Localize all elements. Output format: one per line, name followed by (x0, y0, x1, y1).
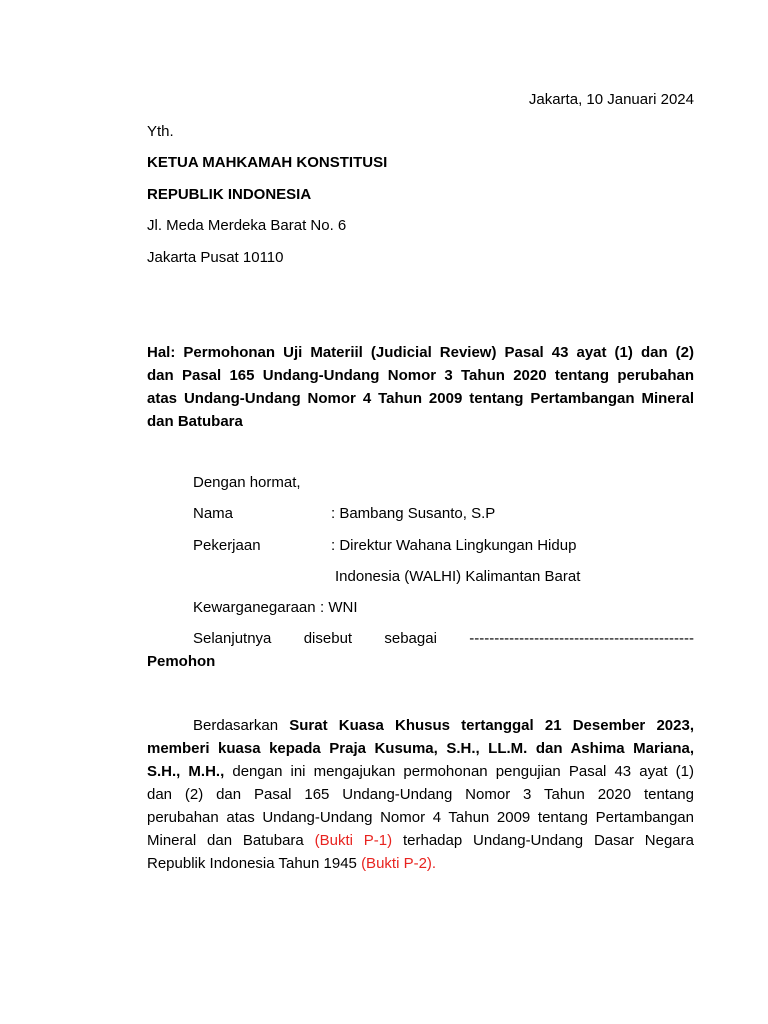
subject-line: Hal: Permohonan Uji Materiil (Judicial Review) Pasal 43 ayat (1) dan (2) (147, 344, 694, 361)
name-label: Nama (193, 505, 234, 522)
applicant-role: Pemohon (147, 653, 216, 670)
recipient-title-line1: KETUA MAHKAMAH KONSTITUSI (147, 154, 388, 171)
body-line (147, 852, 694, 875)
name-value: : Bambang Susanto, S.P (331, 505, 496, 522)
referred-word: Selanjutnya (193, 630, 272, 647)
body-line (147, 760, 694, 783)
body-line (147, 829, 694, 852)
recipient-title-line2: REPUBLIK INDONESIA (147, 186, 312, 203)
nationality-value: : WNI (320, 599, 358, 616)
job-value-line2: Indonesia (WALHI) Kalimantan Barat (335, 568, 581, 585)
referred-as-row (193, 630, 694, 647)
body-text: terhadap Undang-Undang Dasar Negara (402, 832, 694, 849)
subject-line: dan Batubara (147, 413, 243, 430)
subject-line: atas Undang-Undang Nomor 4 Tahun 2009 tentang Pertambangan Mineral (147, 390, 694, 407)
referred-dashes: --------------------------------------------- (469, 630, 694, 647)
body-text: Republik Indonesia Tahun 1945 (147, 855, 357, 872)
job-value-line1: : Direktur Wahana Lingkungan Hidup (331, 537, 577, 554)
referred-word: sebagai (384, 630, 437, 647)
body-line: memberi kuasa kepada Praja Kusuma, S.H., LL.M. dan Ashima Mariana, (147, 740, 694, 757)
nationality-label: Kewarganegaraan (193, 599, 316, 616)
attorney-titles: S.H., M.H., (147, 763, 225, 780)
recipient-city: Jakarta Pusat 10110 (147, 249, 284, 266)
referred-word: disebut (303, 630, 353, 647)
greeting: Dengan hormat, (193, 474, 301, 491)
body-text: dengan ini mengajukan permohonan pengujian Pasal 43 ayat (1) (232, 763, 695, 780)
evidence-ref-p2: (Bukti P-2). (361, 855, 437, 872)
evidence-ref-p1: (Bukti P-1) (314, 832, 393, 849)
power-of-attorney-ref: Surat Kuasa Khusus tertanggal 21 Desember 2023, (289, 717, 694, 734)
letter-date: Jakarta, 10 Januari 2024 (528, 91, 694, 108)
body-line: dan (2) dan Pasal 165 Undang-Undang Nomor 3 Tahun 2020 tentang (147, 786, 694, 803)
body-text: Berdasarkan (193, 717, 279, 734)
recipient-street: Jl. Meda Merdeka Barat No. 6 (147, 217, 347, 234)
subject-block (147, 341, 694, 433)
body-line (147, 714, 694, 737)
body-paragraph (147, 714, 694, 875)
body-line: perubahan atas Undang-Undang Nomor 4 Tahun 2009 tentang Pertambangan (147, 809, 694, 826)
subject-line: dan Pasal 165 Undang-Undang Nomor 3 Tahun 2020 tentang perubahan (147, 367, 694, 384)
recipient-salutation: Yth. (147, 123, 174, 140)
job-label: Pekerjaan (193, 537, 261, 554)
body-text: Mineral dan Batubara (147, 832, 304, 849)
